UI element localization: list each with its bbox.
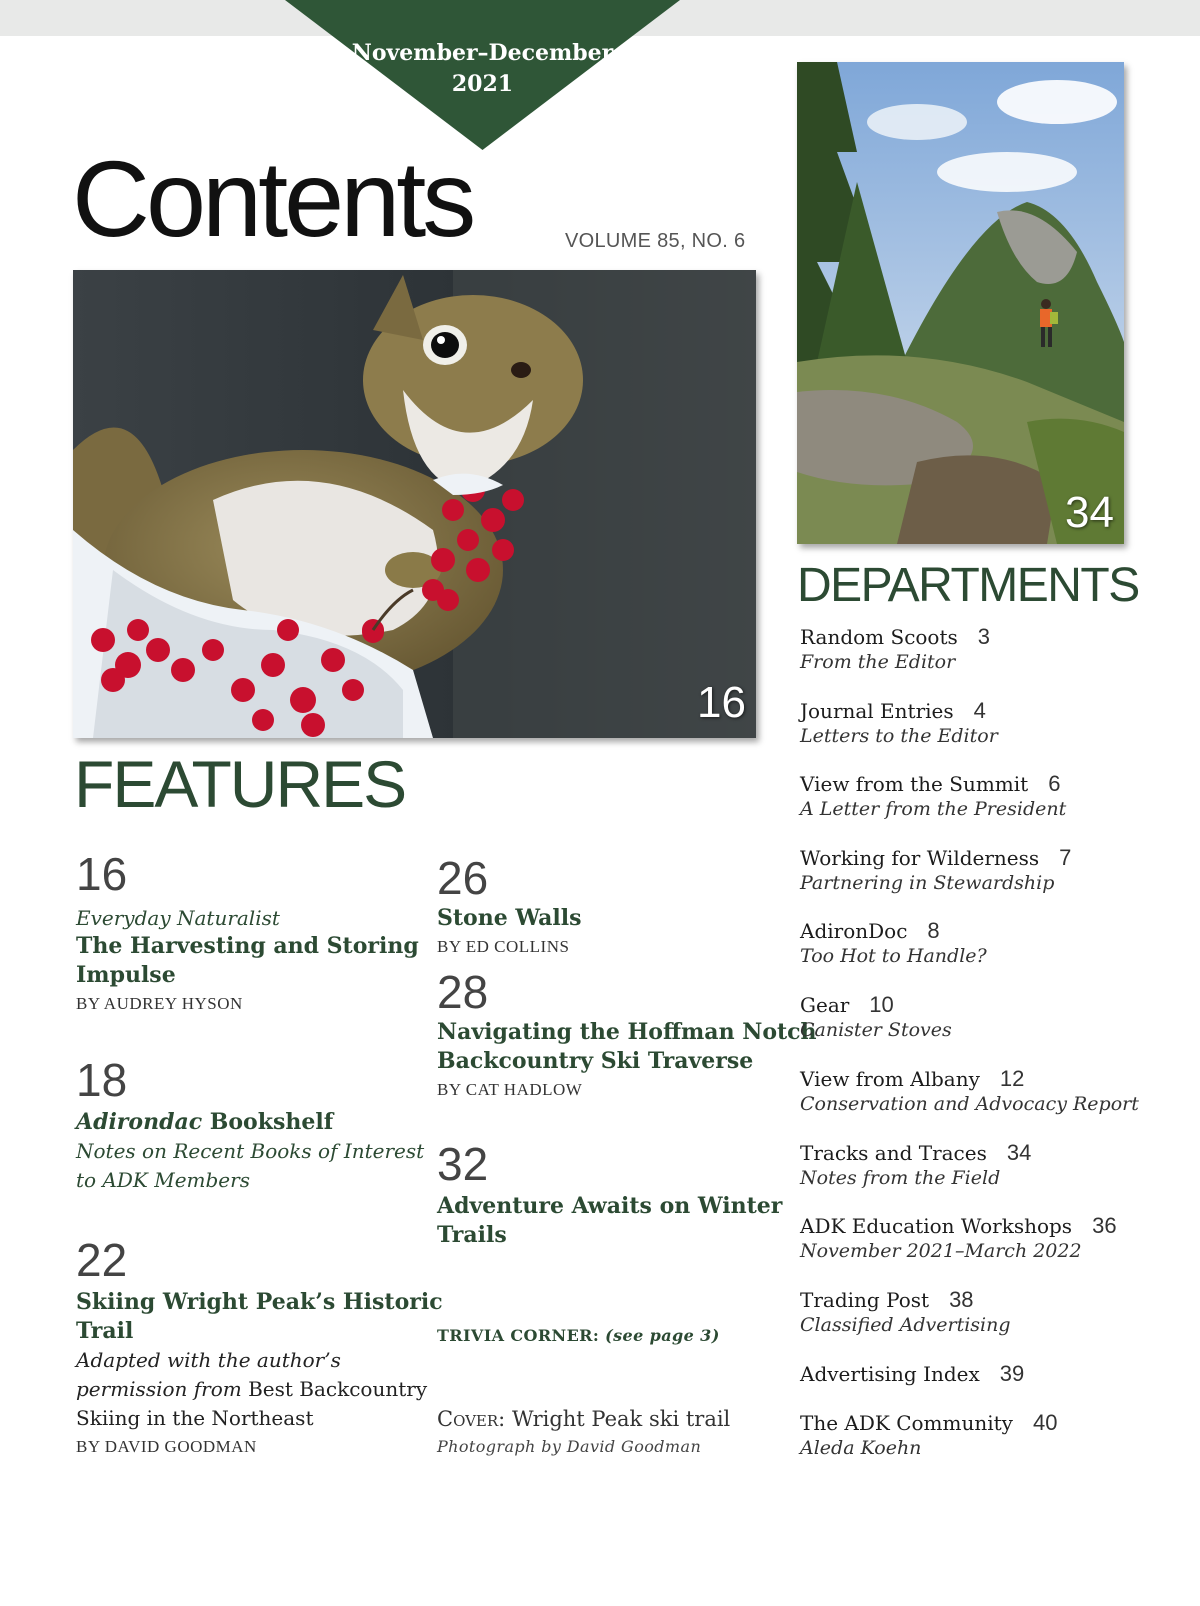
feature-title[interactable]: The Harvesting and Storing xyxy=(76,933,419,959)
dept-subtitle: Too Hot to Handle? xyxy=(800,945,987,967)
feature-title-cont[interactable]: Impulse xyxy=(76,962,176,988)
dept-subtitle: Classified Advertising xyxy=(800,1314,1011,1336)
feature-adapted-book: Skiing in the Northeast xyxy=(76,1406,314,1430)
dept-item[interactable] xyxy=(800,1361,1024,1387)
page-title: Contents xyxy=(72,138,473,259)
dept-item[interactable] xyxy=(800,1213,1117,1264)
cover-text: Wright Peak ski trail xyxy=(505,1407,731,1431)
issue-date-year: 2021 xyxy=(451,71,514,97)
dept-page-number: 12 xyxy=(999,1066,1025,1091)
feature-title-cont[interactable]: Trails xyxy=(437,1222,507,1248)
issue-date xyxy=(285,38,680,100)
feature-page-number: 22 xyxy=(76,1234,128,1286)
feature-title[interactable]: Navigating the Hoffman Notch xyxy=(437,1019,817,1045)
dept-page-number: 39 xyxy=(999,1361,1025,1386)
dept-title[interactable]: View from Albany xyxy=(800,1067,980,1091)
feature-byline: BY AUDREY HYSON xyxy=(76,994,243,1013)
dept-subtitle: November 2021–March 2022 xyxy=(800,1240,1082,1262)
feature-title[interactable] xyxy=(76,1108,424,1137)
photo-page-number: 16 xyxy=(697,678,746,727)
squirrel-photo[interactable] xyxy=(73,270,756,738)
feature-32[interactable] xyxy=(437,1140,782,1250)
feature-22[interactable] xyxy=(76,1236,443,1461)
dept-page-number: 38 xyxy=(949,1287,974,1312)
dept-title[interactable]: Tracks and Traces xyxy=(800,1141,987,1165)
feature-title[interactable]: Adventure Awaits on Winter xyxy=(437,1193,783,1219)
dept-page-number: 8 xyxy=(927,918,940,943)
feature-18[interactable] xyxy=(76,1056,424,1195)
trivia-note: (see page 3) xyxy=(605,1326,720,1345)
dept-subtitle: Letters to the Editor xyxy=(800,725,998,747)
feature-byline: BY ED COLLINS xyxy=(437,937,570,956)
dept-item[interactable] xyxy=(800,1410,1057,1461)
dept-subtitle: Canister Stoves xyxy=(800,1019,952,1041)
dept-title[interactable]: Advertising Index xyxy=(800,1362,980,1386)
feature-adapted-source xyxy=(76,1375,443,1404)
feature-title-italic: Adirondac xyxy=(76,1109,203,1135)
trivia-label: TRIVIA CORNER: xyxy=(437,1326,600,1345)
dept-subtitle: Notes from the Field xyxy=(800,1167,1001,1189)
features-heading: FEATURES xyxy=(74,747,406,821)
dept-item[interactable] xyxy=(800,771,1066,822)
hiker-photo[interactable] xyxy=(797,62,1124,544)
feature-28[interactable] xyxy=(437,968,817,1104)
feature-title-cont[interactable]: Backcountry Ski Traverse xyxy=(437,1048,754,1074)
dept-title[interactable]: Journal Entries xyxy=(800,699,954,723)
dept-title[interactable]: The ADK Community xyxy=(800,1411,1013,1435)
dept-item[interactable] xyxy=(800,1287,1011,1338)
dept-page-number: 6 xyxy=(1048,771,1061,796)
dept-page-number: 34 xyxy=(1006,1140,1032,1165)
dept-title[interactable]: Gear xyxy=(800,993,850,1017)
cover-photo-credit: Photograph by David Goodman xyxy=(437,1437,702,1456)
dept-title[interactable]: Working for Wilderness xyxy=(800,846,1040,870)
feature-title[interactable]: Stone Walls xyxy=(437,905,582,931)
departments-heading: DEPARTMENTS xyxy=(797,559,1139,612)
dept-item[interactable] xyxy=(800,1140,1031,1191)
adapted-italic: permission from xyxy=(76,1377,242,1401)
dept-page-number: 10 xyxy=(869,992,894,1017)
dept-page-number: 40 xyxy=(1032,1410,1058,1435)
dept-item[interactable] xyxy=(800,918,987,969)
feature-page-number: 18 xyxy=(76,1054,128,1106)
dept-subtitle: From the Editor xyxy=(800,651,956,673)
feature-16[interactable] xyxy=(76,850,419,1018)
dept-page-number: 4 xyxy=(973,698,986,723)
feature-byline: BY DAVID GOODMAN xyxy=(76,1437,257,1456)
dept-item[interactable] xyxy=(800,845,1071,896)
dept-title[interactable]: ADK Education Workshops xyxy=(800,1214,1073,1238)
feature-title[interactable]: Skiing Wright Peak’s Historic xyxy=(76,1289,443,1315)
dept-subtitle: Aleda Koehn xyxy=(800,1437,922,1459)
dept-title[interactable]: View from the Summit xyxy=(800,772,1029,796)
feature-title-rest: Bookshelf xyxy=(202,1109,334,1135)
photo-page-number: 34 xyxy=(1065,488,1114,537)
feature-subtitle: Notes on Recent Books of Interest xyxy=(76,1139,425,1163)
dept-subtitle: Conservation and Advocacy Report xyxy=(800,1093,1139,1115)
trivia-corner[interactable] xyxy=(437,1326,720,1345)
feature-kicker: Everyday Naturalist xyxy=(76,906,280,930)
feature-page-number: 26 xyxy=(437,852,489,904)
squirrel-illustration xyxy=(73,270,756,738)
feature-26[interactable] xyxy=(437,854,582,961)
cover-credit-block xyxy=(437,1404,730,1460)
dept-item[interactable] xyxy=(800,624,990,675)
feature-page-number: 32 xyxy=(437,1138,489,1190)
dept-title[interactable]: Random Scoots xyxy=(800,625,958,649)
volume-number: VOLUME 85, NO. 6 xyxy=(565,230,746,252)
feature-page-number: 28 xyxy=(437,966,489,1018)
issue-date-months: November–December xyxy=(351,40,614,66)
dept-item[interactable] xyxy=(800,1066,1139,1117)
dept-page-number: 36 xyxy=(1092,1213,1117,1238)
dept-title[interactable]: AdironDoc xyxy=(800,919,908,943)
dept-subtitle: Partnering in Stewardship xyxy=(800,872,1055,894)
dept-page-number: 3 xyxy=(977,624,991,649)
dept-item[interactable] xyxy=(800,992,952,1043)
feature-subtitle-cont: to ADK Members xyxy=(76,1168,250,1192)
mountain-trail-illustration xyxy=(797,62,1124,544)
feature-page-number: 16 xyxy=(76,848,128,900)
adapted-book: Best Backcountry xyxy=(241,1377,428,1401)
feature-byline: BY CAT HADLOW xyxy=(437,1080,583,1099)
feature-adapted-note: Adapted with the author’s xyxy=(76,1348,341,1372)
dept-item[interactable] xyxy=(800,698,998,749)
feature-title-cont[interactable]: Trail xyxy=(76,1318,134,1344)
cover-caption xyxy=(437,1404,730,1434)
dept-subtitle: A Letter from the President xyxy=(800,798,1067,820)
dept-page-number: 7 xyxy=(1059,845,1072,870)
cover-label: Cover: xyxy=(437,1407,506,1431)
dept-title[interactable]: Trading Post xyxy=(800,1288,930,1312)
